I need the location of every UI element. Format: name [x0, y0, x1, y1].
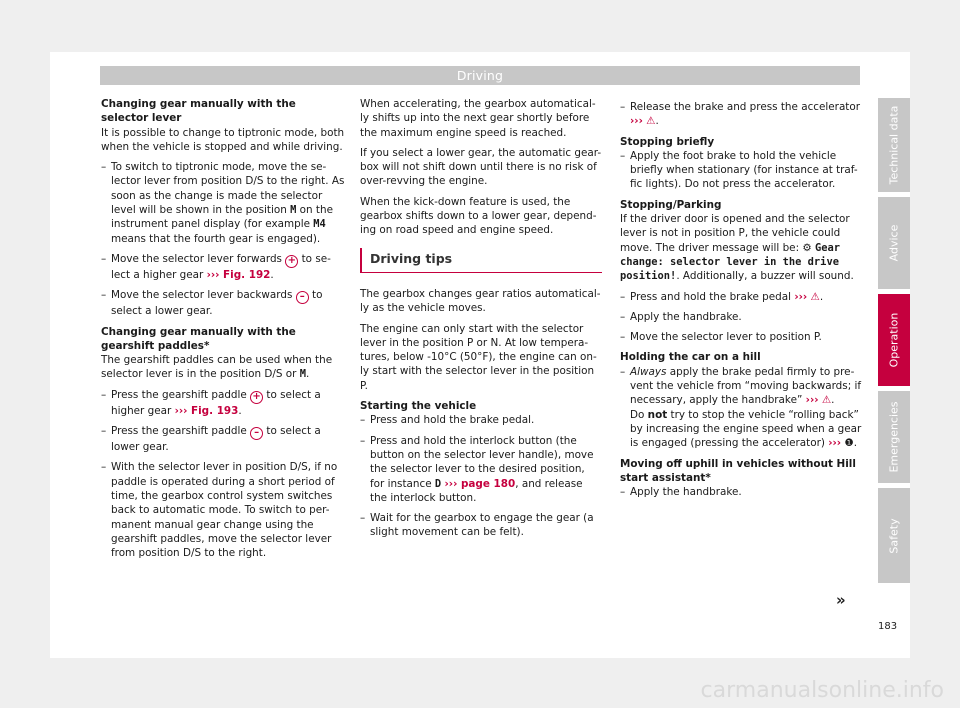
list-item: – Wait for the gearbox to engage the gear (a slight movement can be felt). — [360, 512, 594, 539]
page-header: Driving — [100, 66, 860, 85]
list-item: – Always apply the brake pedal firmly to pre-vent the vehicle from “moving backwards; if necessary, apply the handbrake” ››› ⚠. Do not try to stop the vehicle “rolling back” by increasing the engine speed when a gear is engaged (pressing the accelerator) ››› ❶. — [620, 365, 862, 450]
paragraph: If you select a lower gear, the automatic gear-box will not shift down until there is no risk of over-revving the engine. — [360, 146, 602, 188]
heading-selector-lever: Changing gear manually with the selector lever — [101, 98, 296, 125]
section-heading-driving-tips: Driving tips — [360, 248, 602, 273]
warning-icon: ⚠ — [646, 115, 656, 128]
list-item: – Press and hold the brake pedal. — [360, 414, 535, 427]
info-icon: ❶ — [844, 437, 854, 450]
paragraph: The gearbox changes gear ratios automatical-ly as the vehicle moves. — [360, 287, 601, 315]
heading-moving-off-uphill: Moving off uphill in vehicles without Hill start assistant* — [620, 457, 856, 484]
list-item: – Move the selector lever backwards – to select a lower gear. — [101, 289, 323, 318]
info-link[interactable]: ››› — [828, 437, 842, 450]
list-item: – Move the selector lever to position P. — [620, 331, 822, 344]
paragraph: The gearshift paddles can be used when the selector lever is in the position D/S or M. — [101, 354, 333, 381]
column-1 — [101, 97, 346, 566]
page-link[interactable]: ››› page 180 — [444, 477, 516, 490]
heading-starting-vehicle: Starting the vehicle — [360, 400, 477, 413]
heading-stopping-parking: Stopping/Parking — [620, 198, 722, 211]
plus-icon: + — [285, 255, 298, 268]
paragraph: It is possible to change to tiptronic mode, both when the vehicle is stopped and while driving. — [101, 126, 345, 153]
continue-icon: » — [836, 591, 846, 609]
tab-safety[interactable]: Safety — [878, 488, 910, 583]
list-item: – Apply the handbrake. — [620, 486, 742, 499]
tab-operation[interactable]: Operation — [878, 294, 910, 386]
heading-holding-car-on-hill: Holding the car on a hill — [620, 351, 761, 364]
list-item: – With the selector lever in position D/S, if no paddle is operated during a short period of time, the gearbox control system switches back to automatic mode. To switch to per-manent manual gear change using the gearshift paddles, move the selector lever from position D/S to the right. — [101, 461, 338, 560]
warning-icon: ⚠ — [821, 394, 832, 407]
figure-link[interactable]: ››› Fig. 193 — [174, 404, 239, 417]
warning-link[interactable]: ››› — [630, 115, 643, 128]
list-item: – Press the gearshift paddle + to select a higher gear ››› Fig. 193. — [101, 388, 321, 417]
list-item: – Apply the foot brake to hold the vehicle briefly when stationary (for instance at traf-fic lights). Do not press the accelerator. — [620, 149, 858, 191]
tab-technical-data[interactable]: Technical data — [878, 98, 910, 192]
minus-icon: – — [250, 427, 263, 440]
paragraph: When the kick-down feature is used, the gearbox shifts down to a lower gear, depend-ing on road speed and engine speed. — [360, 195, 597, 237]
list-item: – Press and hold the interlock button (the button on the selector lever handle), move the selector lever to the desired position, for instance D ››› page 180, and release the interlock button. — [360, 434, 594, 504]
figure-link[interactable]: ››› Fig. 192 — [206, 268, 271, 281]
gear-icon: ⚙ — [802, 241, 812, 254]
list-item: – Apply the handbrake. — [620, 310, 742, 323]
list-item: – Release the brake and press the accelerator ››› ⚠. — [620, 101, 861, 128]
column-2 — [360, 97, 602, 546]
heading-stopping-briefly: Stopping briefly — [620, 135, 715, 148]
driver-message: Gear change: selector lever in the drive position! — [620, 241, 841, 283]
plus-icon: + — [250, 391, 263, 404]
heading-gearshift-paddles: Changing gear manually with the gearshift paddles* — [101, 325, 296, 352]
list-item: – Move the selector lever forwards + to se-lect a higher gear ››› Fig. 192. — [101, 252, 331, 281]
list-item: – Press and hold the brake pedal ››› ⚠. — [620, 290, 824, 303]
warning-link[interactable]: ››› — [805, 394, 819, 407]
warning-link[interactable]: ››› — [794, 290, 808, 303]
tab-emergencies[interactable]: Emergencies — [878, 391, 910, 483]
paragraph: When accelerating, the gearbox automatical-ly shifts up into the next gear shortly before the maximum engine speed is reached. — [360, 98, 596, 139]
paragraph: If the driver door is opened and the selector lever is not in position P, the vehicle could move. The driver message will be: ⚙ Gear change: selector lever in the drive position!. Additionally, a buzzer will sound. — [620, 213, 854, 283]
column-3 — [620, 100, 865, 505]
list-item: – Press the gearshift paddle – to select a lower gear. — [101, 425, 321, 454]
warning-icon: ⚠ — [810, 290, 820, 303]
list-item: – To switch to tiptronic mode, move the se-lector lever from position D/S to the right. As soon as the change is made the selector level will be shown in the position M on the instrument panel display (for example M4 means that the fourth gear is engaged). — [101, 161, 345, 245]
watermark: carmanualsonline.info — [700, 678, 944, 703]
minus-icon: – — [296, 291, 309, 304]
paragraph: The engine can only start with the selector lever in the position P or N. At low tempera-tures, below -10°C (50°F), the engine can on-ly start with the selector lever in the position P. — [360, 322, 597, 392]
page-number: 183 — [878, 621, 898, 632]
tab-advice[interactable]: Advice — [878, 197, 910, 289]
